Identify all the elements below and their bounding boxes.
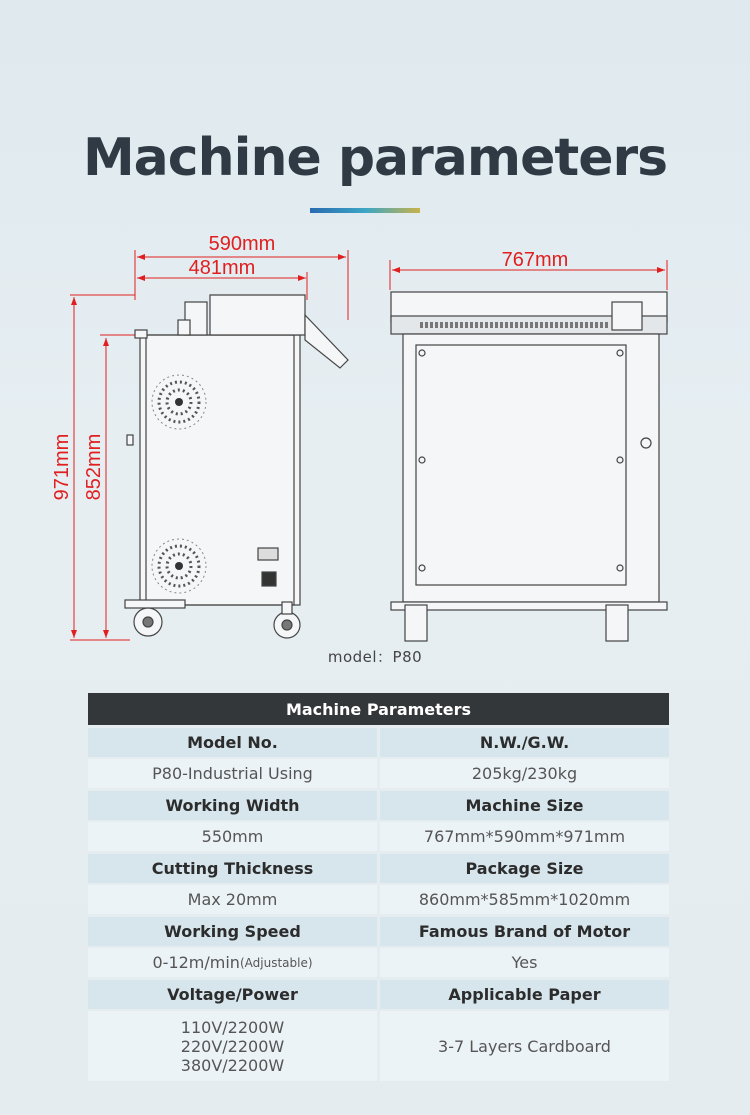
model-caption: model：P80 <box>327 648 423 666</box>
dim-767: 767mm <box>501 249 569 271</box>
value-cell: 860mm*585mm*1020mm <box>380 885 669 914</box>
table-row <box>88 1011 669 1081</box>
voltage-line: 110V/2200W <box>180 1017 285 1037</box>
voltage-line: 380V/2200W <box>180 1055 285 1075</box>
working-speed-note: (Adjustable) <box>239 955 313 970</box>
value-cell: Max 20mm <box>88 885 377 914</box>
value-cell <box>88 948 377 977</box>
table-row <box>88 822 669 851</box>
dim-971: 971mm <box>51 433 73 501</box>
voltage-line: 220V/2200W <box>180 1036 285 1056</box>
working-speed-value: 0-12m/min <box>152 953 240 972</box>
table-row <box>88 980 669 1009</box>
table-heading: Machine Parameters <box>88 693 669 725</box>
label-cell: Package Size <box>380 854 669 883</box>
label-cell: Cutting Thickness <box>88 854 377 883</box>
dim-481: 481mm <box>188 257 256 279</box>
label-cell: Model No. <box>88 728 377 757</box>
table-row <box>88 917 669 946</box>
value-cell: 767mm*590mm*971mm <box>380 822 669 851</box>
side-view <box>125 295 348 638</box>
label-cell: Applicable Paper <box>380 980 669 1009</box>
value-cell: 205kg/230kg <box>380 759 669 788</box>
table-row <box>88 948 669 977</box>
label-cell: N.W./G.W. <box>380 728 669 757</box>
table-row <box>88 728 669 757</box>
parameters-table <box>88 693 669 1081</box>
label-cell: Working Speed <box>88 917 377 946</box>
value-cell: Yes <box>380 948 669 977</box>
value-cell <box>88 1011 377 1081</box>
dim-590: 590mm <box>208 233 276 255</box>
table-row <box>88 885 669 914</box>
dim-852: 852mm <box>83 433 105 501</box>
table-row <box>88 854 669 883</box>
machine-drawing <box>0 230 750 670</box>
label-cell: Famous Brand of Motor <box>380 917 669 946</box>
value-cell: P80-Industrial Using <box>88 759 377 788</box>
title-underline <box>310 208 420 213</box>
front-view <box>391 292 667 641</box>
page-title: Machine parameters <box>82 128 668 188</box>
label-cell: Voltage/Power <box>88 980 377 1009</box>
table-row <box>88 759 669 788</box>
label-cell: Working Width <box>88 791 377 820</box>
table-row <box>88 791 669 820</box>
label-cell: Machine Size <box>380 791 669 820</box>
value-cell: 550mm <box>88 822 377 851</box>
value-cell: 3-7 Layers Cardboard <box>380 1011 669 1081</box>
